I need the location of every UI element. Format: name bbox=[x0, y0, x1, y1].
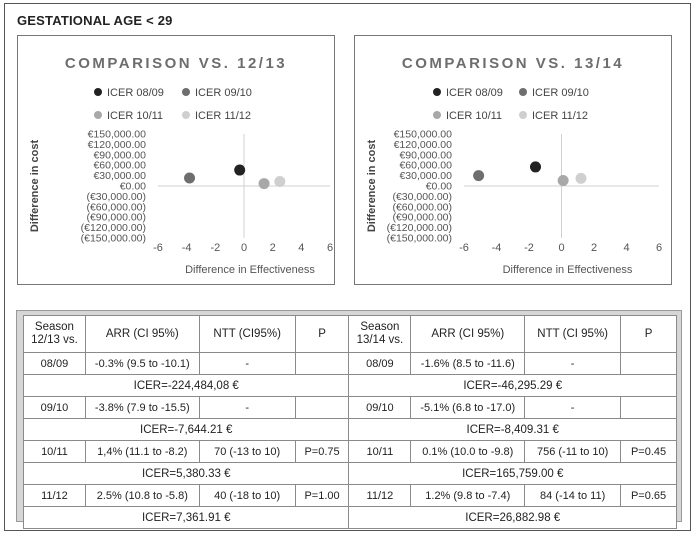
y-tick-label: €120,000.00 bbox=[393, 138, 452, 151]
ntt-cell: - bbox=[525, 397, 621, 419]
arr-cell: -1.6% (8.5 to -11.6) bbox=[411, 353, 525, 375]
chart-panel-left bbox=[17, 35, 335, 285]
icer-cell: ICER=-46,295.29 € bbox=[349, 375, 677, 397]
legend-label: ICER 10/11 bbox=[446, 110, 503, 122]
table-row bbox=[24, 353, 677, 375]
x-tick-label: 6 bbox=[655, 242, 663, 254]
icer-cell: ICER=-8,409.31 € bbox=[349, 419, 677, 441]
results-table-panel bbox=[16, 310, 682, 522]
x-tick-label: 6 bbox=[326, 242, 334, 254]
icer-cell: ICER=7,361.91 € bbox=[24, 507, 349, 529]
data-point bbox=[558, 175, 569, 186]
legend-marker bbox=[519, 88, 527, 96]
header-ntt-right: NTT (CI 95%) bbox=[525, 316, 621, 353]
y-axis-title: Difference in cost bbox=[366, 139, 378, 233]
p-cell: P=0.75 bbox=[295, 441, 349, 463]
header-season-left: Season 12/13 vs. bbox=[24, 316, 86, 353]
p-cell: P=0.65 bbox=[621, 485, 677, 507]
data-point bbox=[473, 170, 484, 181]
chart-title: COMPARISON VS. 13/14 bbox=[401, 55, 625, 72]
y-axis-title: Difference in cost bbox=[29, 139, 41, 233]
season-cell: 09/10 bbox=[24, 397, 86, 419]
season-cell: 10/11 bbox=[349, 441, 411, 463]
x-tick-label: -2 bbox=[210, 242, 221, 254]
x-tick-label: 0 bbox=[240, 242, 248, 254]
table-header-row bbox=[24, 316, 677, 353]
y-tick-label: €90,000.00 bbox=[399, 149, 452, 162]
arr-cell: -0.3% (9.5 to -10.1) bbox=[85, 353, 199, 375]
season-cell: 09/10 bbox=[349, 397, 411, 419]
p-cell bbox=[621, 353, 677, 375]
y-tick-label: (€150,000.00) bbox=[386, 232, 452, 245]
results-table bbox=[23, 315, 677, 529]
icer-cell: ICER=165,759.00 € bbox=[349, 463, 677, 485]
p-cell bbox=[621, 397, 677, 419]
p-cell bbox=[295, 397, 349, 419]
ntt-cell: - bbox=[199, 397, 295, 419]
y-tick-label: €60,000.00 bbox=[93, 159, 146, 172]
season-cell: 11/12 bbox=[24, 485, 86, 507]
scatter-chart-left bbox=[18, 36, 334, 284]
arr-cell: 0.1% (10.0 to -9.8) bbox=[411, 441, 525, 463]
chart-panel-right bbox=[354, 35, 672, 285]
data-point bbox=[576, 173, 587, 184]
data-point bbox=[274, 176, 285, 187]
legend-marker bbox=[182, 111, 190, 119]
legend-label: ICER 11/12 bbox=[195, 110, 252, 122]
y-tick-label: €0.00 bbox=[119, 180, 146, 193]
y-tick-label: €150,000.00 bbox=[393, 128, 452, 141]
x-axis-title: Difference in Effectiveness bbox=[502, 264, 633, 276]
data-point bbox=[184, 173, 195, 184]
y-tick-label: (€30,000.00) bbox=[392, 190, 452, 203]
x-tick-label: 4 bbox=[298, 242, 305, 254]
header-season-right: Season 13/14 vs. bbox=[349, 316, 411, 353]
header-ntt-left: NTT (CI95%) bbox=[199, 316, 295, 353]
icer-cell: ICER=-224,484,08 € bbox=[24, 375, 349, 397]
p-cell: P=1.00 bbox=[295, 485, 349, 507]
ntt-cell: 40 (-18 to 10) bbox=[199, 485, 295, 507]
header-p-right: P bbox=[621, 316, 677, 353]
data-point bbox=[234, 165, 245, 176]
y-tick-label: (€120,000.00) bbox=[386, 222, 452, 235]
ntt-cell: - bbox=[199, 353, 295, 375]
y-tick-label: €30,000.00 bbox=[399, 170, 452, 183]
arr-cell: -5.1% (6.8 to -17.0) bbox=[411, 397, 525, 419]
scatter-chart-right bbox=[355, 36, 671, 284]
season-cell: 08/09 bbox=[24, 353, 86, 375]
legend-marker bbox=[182, 88, 190, 96]
data-point bbox=[259, 178, 270, 189]
icer-row bbox=[24, 463, 677, 485]
ntt-cell: 84 (-14 to 11) bbox=[525, 485, 621, 507]
x-tick-label: -6 bbox=[153, 242, 163, 254]
icer-row bbox=[24, 419, 677, 441]
x-tick-label: 2 bbox=[269, 242, 276, 254]
x-tick-label: 0 bbox=[558, 242, 565, 254]
legend-marker bbox=[94, 88, 102, 96]
icer-cell: ICER=-7,644.21 € bbox=[24, 419, 349, 441]
legend-marker bbox=[433, 88, 441, 96]
legend-label: ICER 08/09 bbox=[446, 87, 503, 99]
page-title: GESTATIONAL AGE < 29 bbox=[17, 13, 173, 28]
legend-label: ICER 09/10 bbox=[532, 87, 589, 99]
x-tick-label: -2 bbox=[524, 242, 534, 254]
x-tick-label: -4 bbox=[491, 242, 502, 254]
table-row bbox=[24, 485, 677, 507]
y-tick-label: €0.00 bbox=[425, 180, 452, 193]
legend-marker bbox=[433, 111, 441, 119]
icer-row bbox=[24, 507, 677, 529]
legend-label: ICER 11/12 bbox=[532, 110, 589, 122]
p-cell bbox=[295, 353, 349, 375]
y-tick-label: (€90,000.00) bbox=[392, 211, 452, 224]
icer-cell: ICER=5,380.33 € bbox=[24, 463, 349, 485]
y-tick-label: (€60,000.00) bbox=[392, 201, 452, 214]
legend-label: ICER 08/09 bbox=[107, 87, 164, 99]
x-tick-label: -6 bbox=[459, 242, 469, 254]
y-tick-label: (€150,000.00) bbox=[80, 232, 146, 245]
ntt-cell: 70 (-13 to 10) bbox=[199, 441, 295, 463]
y-tick-label: (€90,000.00) bbox=[86, 211, 146, 224]
x-tick-label: -4 bbox=[181, 242, 192, 254]
ntt-cell: 756 (-11 to 10) bbox=[525, 441, 621, 463]
y-tick-label: (€120,000.00) bbox=[80, 222, 146, 235]
y-tick-label: €120,000.00 bbox=[87, 138, 146, 151]
table-row bbox=[24, 397, 677, 419]
arr-cell: -3.8% (7.9 to -15.5) bbox=[85, 397, 199, 419]
y-tick-label: €60,000.00 bbox=[399, 159, 452, 172]
p-cell: P=0.45 bbox=[621, 441, 677, 463]
data-point bbox=[530, 161, 541, 172]
arr-cell: 1.2% (9.8 to -7.4) bbox=[411, 485, 525, 507]
y-tick-label: (€60,000.00) bbox=[86, 201, 146, 214]
legend-label: ICER 09/10 bbox=[195, 87, 252, 99]
header-arr-left: ARR (CI 95%) bbox=[85, 316, 199, 353]
y-tick-label: €90,000.00 bbox=[93, 149, 146, 162]
season-cell: 10/11 bbox=[24, 441, 86, 463]
legend-marker bbox=[94, 111, 102, 119]
y-tick-label: €30,000.00 bbox=[93, 170, 146, 183]
season-cell: 08/09 bbox=[349, 353, 411, 375]
y-tick-label: (€30,000.00) bbox=[86, 190, 146, 203]
x-tick-label: 4 bbox=[623, 242, 630, 254]
ntt-cell: - bbox=[525, 353, 621, 375]
x-tick-label: 2 bbox=[590, 242, 598, 254]
chart-title: COMPARISON VS. 12/13 bbox=[64, 55, 288, 72]
arr-cell: 2.5% (10.8 to -5.8) bbox=[85, 485, 199, 507]
legend-marker bbox=[519, 111, 527, 119]
x-axis-title: Difference in Effectiveness bbox=[185, 264, 315, 276]
header-arr-right: ARR (CI 95%) bbox=[411, 316, 525, 353]
y-tick-label: €150,000.00 bbox=[87, 128, 146, 141]
icer-cell: ICER=26,882.98 € bbox=[349, 507, 677, 529]
season-cell: 11/12 bbox=[349, 485, 411, 507]
table-row bbox=[24, 441, 677, 463]
legend-label: ICER 10/11 bbox=[107, 110, 164, 122]
header-p-left: P bbox=[295, 316, 349, 353]
icer-row bbox=[24, 375, 677, 397]
arr-cell: 1,4% (11.1 to -8.2) bbox=[85, 441, 199, 463]
